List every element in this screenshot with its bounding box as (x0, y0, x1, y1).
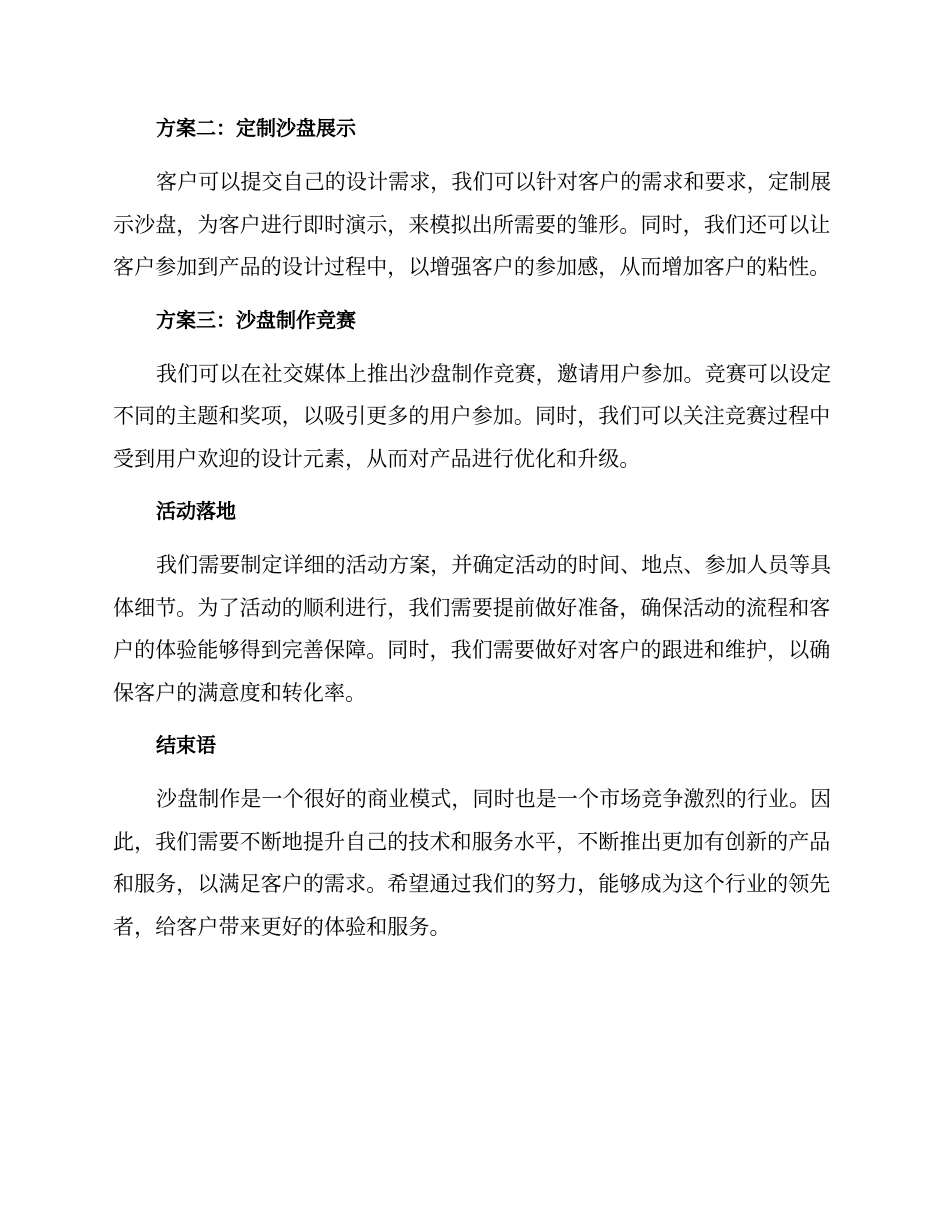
section-heading-activity-launch: 活动落地 (156, 499, 236, 523)
section-heading-plan-three: 方案三：沙盘制作竞赛 (156, 307, 356, 332)
document-body (113, 107, 835, 948)
section-paragraph-plan-two: 客户可以提交自己的设计需求，我们可以针对客户的需求和要求，定制展示沙盘，为客户进行即时演示，来模拟出所需要的雏形。同时，我们还可以让客户参加到产品的设计过程中，以增强客户的参加感，从而增加客户的粘性。 (113, 170, 832, 279)
section-heading-conclusion: 结束语 (156, 733, 216, 757)
section-paragraph-activity-launch: 我们需要制定详细的活动方案，并确定活动的时间、地点、参加人员等具体细节。为了活动的顺利进行，我们需要提前做好准备，确保活动的流程和客户的体验能够得到完善保障。同时，我们需要做好对客户的跟进和维护，以确保客户的满意度和转化率。 (113, 553, 832, 705)
section-heading-plan-two: 方案二：定制沙盘展示 (156, 116, 356, 140)
section-paragraph-conclusion: 沙盘制作是一个很好的商业模式，同时也是一个市场竞争激烈的行业。因此，我们需要不断地提升自己的技术和服务水平，不断推出更加有创新的产品和服务，以满足客户的需求。希望通过我们的努力，能够成为这个行业的领先者，给客户带来更好的体验和服务。 (113, 787, 832, 939)
section-paragraph-plan-three: 我们可以在社交媒体上推出沙盘制作竞赛，邀请用户参加。竞赛可以设定不同的主题和奖项，以吸引更多的用户参加。同时，我们可以关注竞赛过程中受到用户欢迎的设计元素，从而对产品进行优化和升级。 (113, 361, 832, 471)
